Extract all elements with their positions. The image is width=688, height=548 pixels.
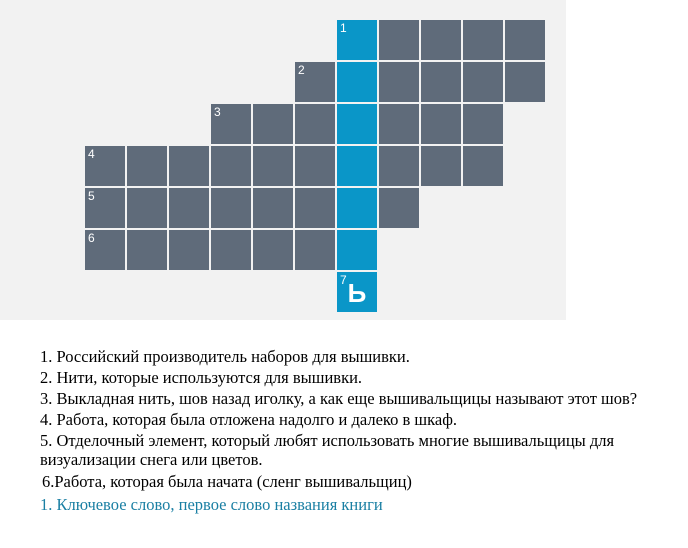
grid-cell[interactable] [127, 230, 167, 270]
grid-cell[interactable] [505, 62, 545, 102]
grid-cell[interactable] [379, 20, 419, 60]
clue-number-label: 5 [88, 189, 95, 203]
grid-cell[interactable] [295, 188, 335, 228]
grid-cell[interactable] [169, 188, 209, 228]
clues-list [40, 347, 660, 516]
grid-cell[interactable] [253, 230, 293, 270]
grid-cell[interactable] [379, 188, 419, 228]
grid-cell[interactable] [295, 230, 335, 270]
clue-5: 5. Отделочный элемент, который любят использовать многие вышивальщицы для визуализации снега или цветов. [40, 431, 615, 469]
grid-cell[interactable] [379, 62, 419, 102]
grid-cell[interactable] [127, 188, 167, 228]
clue-2: 2. Нити, которые используются для вышивки. [40, 368, 363, 387]
grid-cell[interactable] [85, 146, 125, 186]
grid-cell[interactable] [421, 62, 461, 102]
grid-cell[interactable] [463, 62, 503, 102]
revealed-letter: Ь [347, 278, 367, 308]
crossword-panel [0, 0, 566, 320]
grid-cell[interactable] [421, 20, 461, 60]
keyword-cell[interactable] [337, 62, 377, 102]
grid-cell[interactable] [295, 104, 335, 144]
grid-cell[interactable] [253, 146, 293, 186]
keyword-cell[interactable] [337, 20, 377, 60]
clue-1: 1. Российский производитель наборов для вышивки. [40, 347, 410, 366]
clue-keyword: 1. Ключевое слово, первое слово названия книги [40, 495, 383, 514]
grid-cell[interactable] [421, 146, 461, 186]
grid-cell[interactable] [421, 104, 461, 144]
clue-number-label: 1 [340, 21, 347, 35]
grid-cell[interactable] [85, 230, 125, 270]
clue-number-label: 4 [88, 147, 95, 161]
keyword-cell[interactable] [337, 230, 377, 270]
grid-cell[interactable] [463, 20, 503, 60]
grid-cell[interactable] [295, 62, 335, 102]
clue-number-label: 3 [214, 105, 221, 119]
grid-cell[interactable] [169, 230, 209, 270]
grid-cell[interactable] [211, 146, 251, 186]
clue-number-label: 2 [298, 63, 305, 77]
grid-cell[interactable] [211, 188, 251, 228]
keyword-cell[interactable] [337, 272, 377, 312]
grid-cell[interactable] [211, 104, 251, 144]
grid-cell[interactable] [169, 146, 209, 186]
grid-cell[interactable] [505, 20, 545, 60]
grid-cell[interactable] [253, 104, 293, 144]
grid-cell[interactable] [211, 230, 251, 270]
clue-3: 3. Выкладная нить, шов назад иголку, а как еще вышивальщицы называют этот шов? [40, 389, 638, 408]
keyword-cell[interactable] [337, 188, 377, 228]
clue-6: 6.Работа, которая была начата (сленг вышивальщиц) [42, 472, 412, 491]
grid-cell[interactable] [379, 146, 419, 186]
grid-cell[interactable] [463, 104, 503, 144]
keyword-cell[interactable] [337, 104, 377, 144]
clue-number-label: 6 [88, 231, 95, 245]
grid-cell[interactable] [127, 146, 167, 186]
clue-number-label: 7 [340, 273, 347, 287]
grid-cell[interactable] [379, 104, 419, 144]
grid-cell[interactable] [253, 188, 293, 228]
grid-cell[interactable] [85, 188, 125, 228]
grid-cell[interactable] [463, 146, 503, 186]
grid-cell[interactable] [295, 146, 335, 186]
clue-4: 4. Работа, которая была отложена надолго и далеко в шкаф. [40, 410, 458, 429]
keyword-cell[interactable] [337, 146, 377, 186]
